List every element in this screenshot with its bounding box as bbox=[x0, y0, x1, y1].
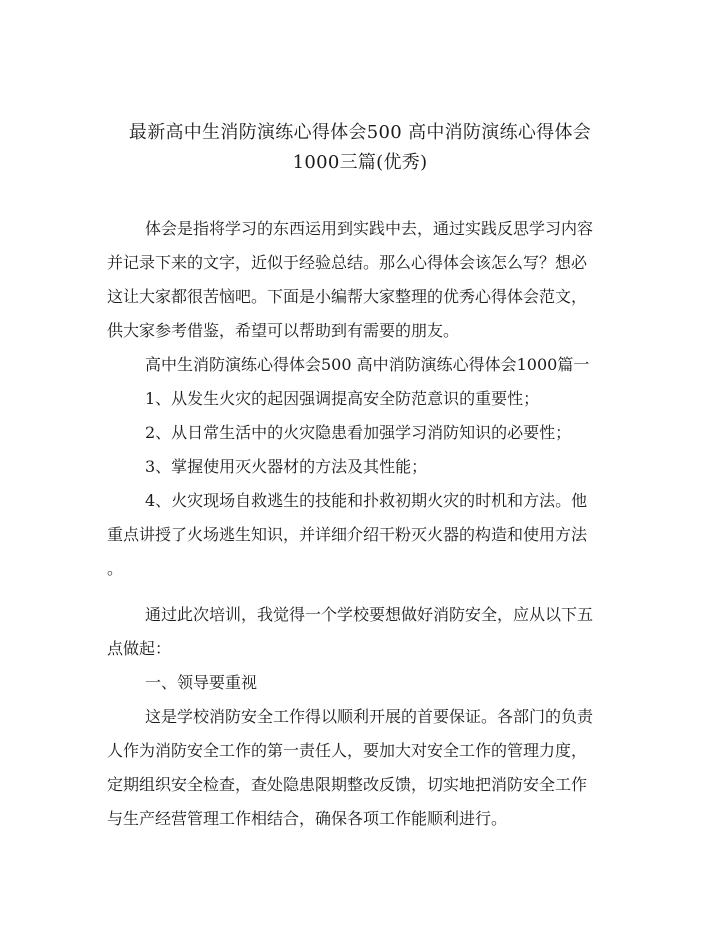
paragraph-line: 供大家参考借鉴，希望可以帮助到有需要的朋友。 bbox=[107, 321, 460, 340]
title-line: 最新高中生消防演练心得体会500 高中消防演练心得体会 bbox=[128, 122, 592, 143]
document-title bbox=[90, 118, 630, 178]
paragraph-line: 与生产经营管理工作相结合，确保各项工作能顺利进行。 bbox=[107, 809, 508, 828]
paragraph-line: 点做起： bbox=[107, 639, 172, 658]
paragraph-line: 3、掌握使用灭火器材的方法及其性能； bbox=[145, 457, 428, 476]
paragraph-subheading bbox=[107, 666, 607, 700]
paragraph-spacer bbox=[107, 586, 607, 598]
paragraph-leadership bbox=[107, 700, 607, 836]
paragraph-line: 定期组织安全检查，查处隐患限期整改反馈，切实地把消防安全工作 bbox=[107, 775, 588, 794]
paragraph-line: 通过此次培训，我觉得一个学校要想做好消防安全，应从以下五 bbox=[145, 605, 594, 624]
paragraph-line: 这让大家都很苦恼吧。下面是小编帮大家整理的优秀心得体会范文， bbox=[107, 287, 588, 306]
paragraph-line: 2、从日常生活中的火灾隐患看加强学习消防知识的必要性； bbox=[145, 423, 572, 442]
paragraph-point-1 bbox=[107, 382, 607, 416]
paragraph-line: 。 bbox=[107, 559, 124, 578]
paragraph-line: 这是学校消防安全工作得以顺利开展的首要保证。各部门的负责 bbox=[145, 707, 594, 726]
title-line: 1000三篇(优秀) bbox=[292, 152, 428, 173]
paragraph-point-3 bbox=[107, 450, 607, 484]
paragraph-training bbox=[107, 598, 607, 666]
paragraph-point-4 bbox=[107, 484, 607, 586]
paragraph-line: 重点讲授了火场逃生知识，并详细介绍干粉灭火器的构造和使用方法 bbox=[107, 525, 588, 544]
paragraph-line: 人作为消防安全工作的第一责任人，要加大对安全工作的管理力度， bbox=[107, 741, 588, 760]
paragraph-point-2 bbox=[107, 416, 607, 450]
document-body bbox=[107, 212, 607, 836]
paragraph-intro bbox=[107, 212, 607, 348]
paragraph-line: 一、领导要重视 bbox=[145, 673, 258, 692]
paragraph-section-heading bbox=[107, 348, 607, 382]
paragraph-line: 4、火灾现场自救逃生的技能和扑救初期火灾的时机和方法。他 bbox=[145, 491, 588, 510]
paragraph-line: 并记录下来的文字，近似于经验总结。那么心得体会该怎么写？想必 bbox=[107, 253, 588, 272]
paragraph-line: 1、从发生火灾的起因强调提高安全防范意识的重要性； bbox=[145, 389, 540, 408]
paragraph-line: 高中生消防演练心得体会500 高中消防演练心得体会1000篇一 bbox=[145, 355, 590, 374]
paragraph-line: 体会是指将学习的东西运用到实践中去，通过实践反思学习内容 bbox=[145, 219, 594, 238]
